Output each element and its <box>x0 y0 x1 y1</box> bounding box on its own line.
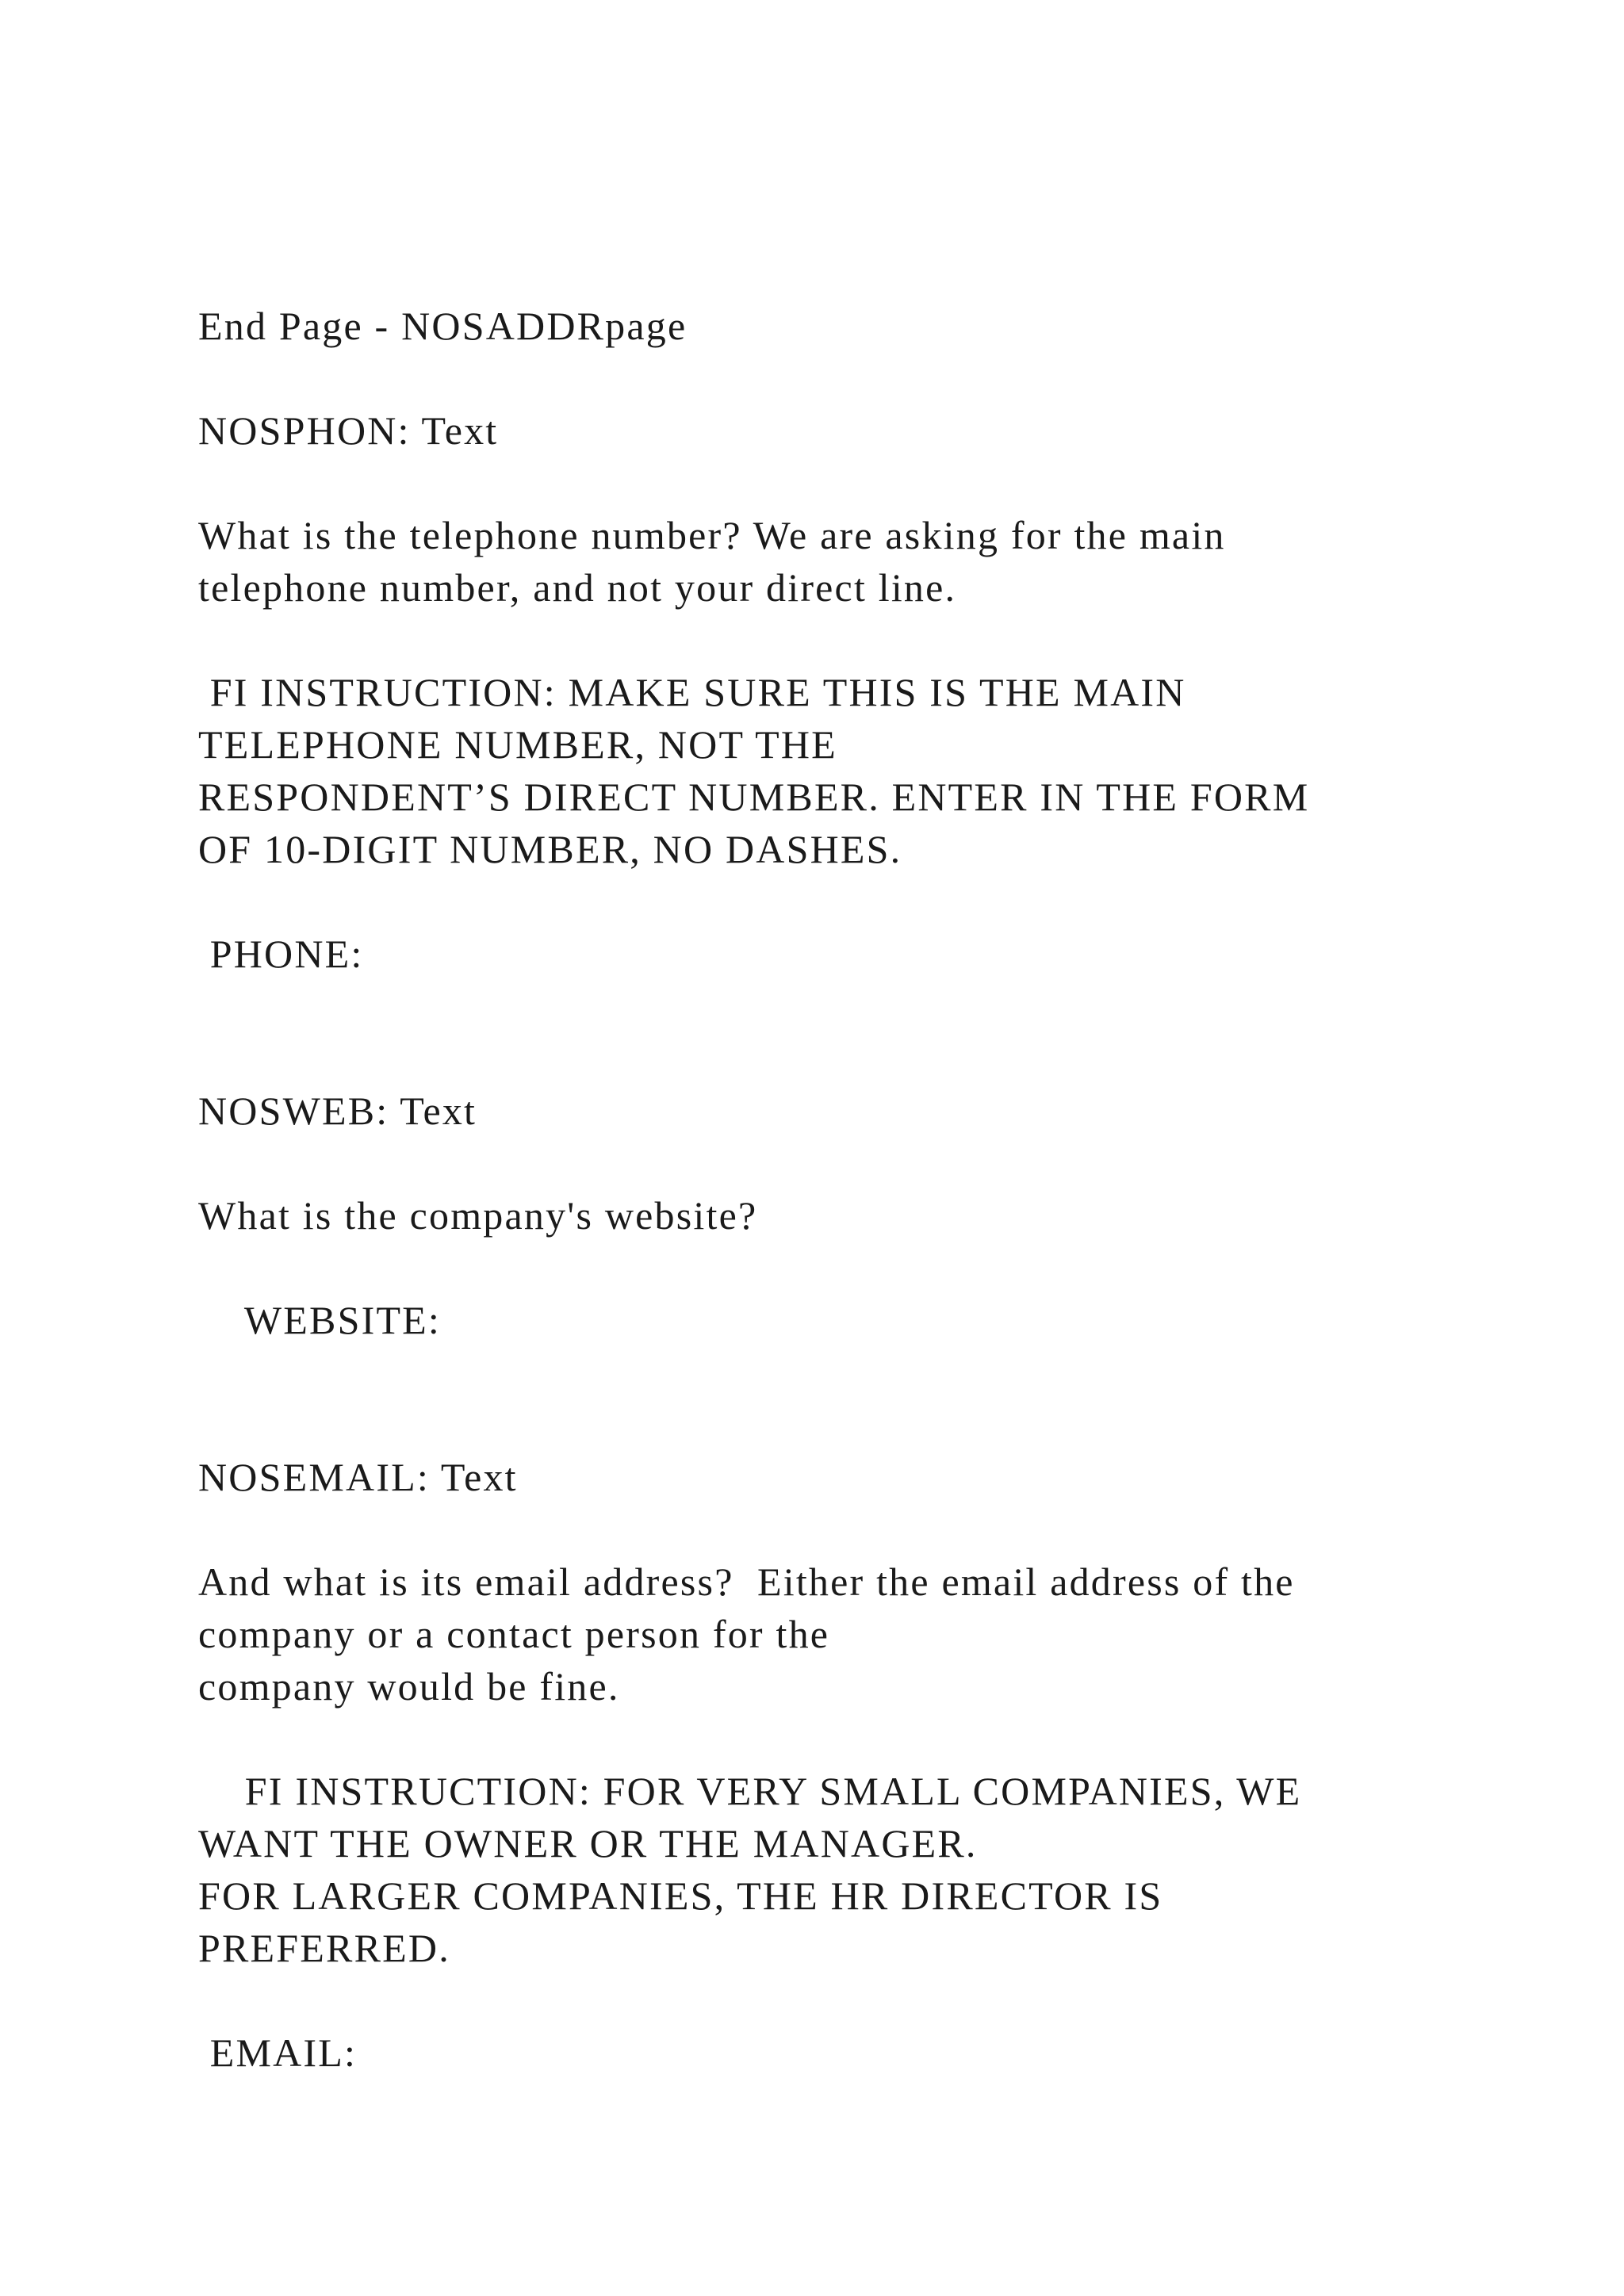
email-question-line-2: company or a contact person for the <box>198 1612 830 1656</box>
email-question-line-3: company would be fine. <box>198 1664 620 1709</box>
phone-instruction-line-2: TELEPHONE NUMBER, NOT THE <box>198 722 837 767</box>
email-instruction-line-4: PREFERRED. <box>198 1926 450 1970</box>
email-field-label: EMAIL: <box>198 2030 358 2075</box>
email-instruction-line-2: WANT THE OWNER OR THE MANAGER. <box>198 1821 978 1866</box>
phone-variable-label: NOSPHON: Text <box>198 408 499 453</box>
web-variable-label: NOSWEB: Text <box>198 1089 477 1133</box>
phone-instruction-line-4: OF 10-DIGIT NUMBER, NO DASHES. <box>198 827 902 871</box>
phone-instruction-line-1: FI INSTRUCTION: MAKE SURE THIS IS THE MAIN <box>198 670 1186 714</box>
phone-instruction-line-3: RESPONDENT’S DIRECT NUMBER. ENTER IN THE FORM <box>198 775 1310 819</box>
email-instruction-line-1: FI INSTRUCTION: FOR VERY SMALL COMPANIES, WE <box>198 1769 1302 1813</box>
end-page-heading: End Page - NOSADDRpage <box>198 304 688 348</box>
email-variable-label: NOSEMAIL: Text <box>198 1455 518 1499</box>
phone-question-line-1: What is the telephone number? We are asking for the main <box>198 513 1226 557</box>
email-instruction-line-3: FOR LARGER COMPANIES, THE HR DIRECTOR IS <box>198 1873 1163 1918</box>
phone-field-label: PHONE: <box>198 932 364 976</box>
email-question-line-1: And what is its email address? Either the email address of the <box>198 1559 1295 1604</box>
website-field-label: WEBSITE: <box>198 1298 442 1342</box>
web-question: What is the company's website? <box>198 1193 758 1238</box>
phone-question-line-2: telephone number, and not your direct line. <box>198 565 957 610</box>
